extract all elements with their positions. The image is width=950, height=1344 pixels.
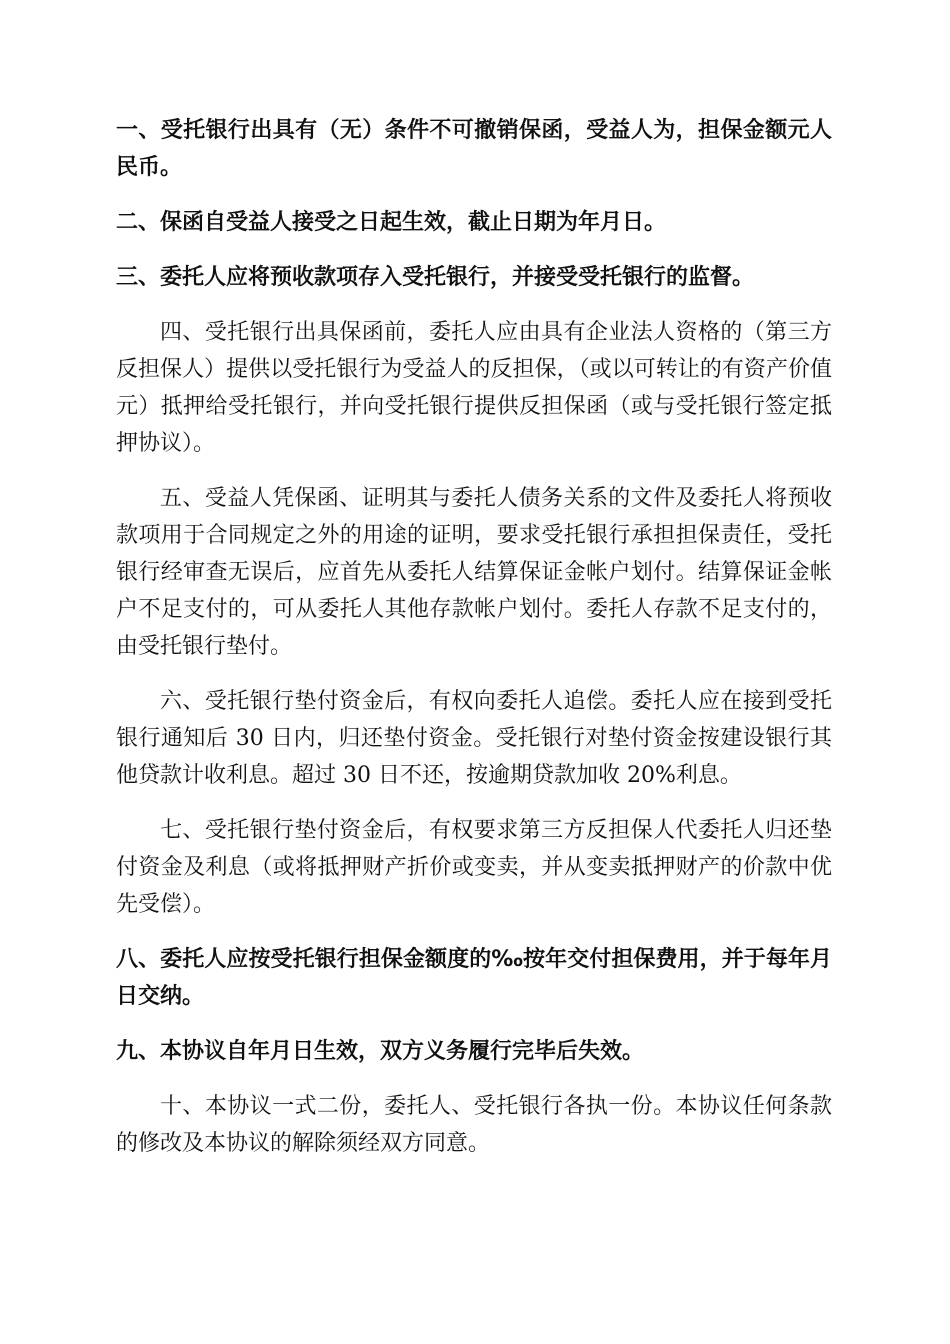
- clause-8: 八、委托人应按受托银行担保金额度的‰按年交付担保费用，并于每年月日交纳。: [116, 947, 832, 1009]
- clause-10: 十、本协议一式二份，委托人、受托银行各执一份。本协议任何条款的修改及本协议的解除须经双方同意。: [116, 1094, 832, 1156]
- document-body: [116, 112, 832, 1180]
- clause-4: 四、受托银行出具保函前，委托人应由具有企业法人资格的（第三方反担保人）提供以受托银行为受益人的反担保，（或以可转让的有资产价值元）抵押给受托银行，并向受托银行提供反担保函（或与受托银行签定抵押协议）。: [116, 320, 832, 456]
- clause-6: 六、受托银行垫付资金后，有权向委托人追偿。委托人应在接到受托银行通知后 30 日内，归还垫付资金。受托银行对垫付资金按建设银行其他贷款计收利息。超过 30 日不还，按逾期贷款加收 20%利息。: [116, 689, 832, 788]
- clause-1: 一、受托银行出具有（无）条件不可撤销保函，受益人为，担保金额元人民币。: [116, 118, 832, 180]
- clause-5: 五、受益人凭保函、证明其与委托人债务关系的文件及委托人将预收款项用于合同规定之外的用途的证明，要求受托银行承担担保责任，受托银行经审查无误后，应首先从委托人结算保证金帐户划付。结算保证金帐户不足支付的，可从委托人其他存款帐户划付。委托人存款不足支付的，由受托银行垫付。: [116, 486, 832, 659]
- clause-7: 七、受托银行垫付资金后，有权要求第三方反担保人代委托人归还垫付资金及利息（或将抵押财产折价或变卖，并从变卖抵押财产的价款中优先受偿）。: [116, 818, 832, 917]
- clause-2: 二、保函自受益人接受之日起生效，截止日期为年月日。: [116, 210, 667, 235]
- clause-9: 九、本协议自年月日生效，双方义务履行完毕后失效。: [116, 1039, 645, 1064]
- clause-3: 三、委托人应将预收款项存入受托银行，并接受受托银行的监督。: [116, 265, 755, 290]
